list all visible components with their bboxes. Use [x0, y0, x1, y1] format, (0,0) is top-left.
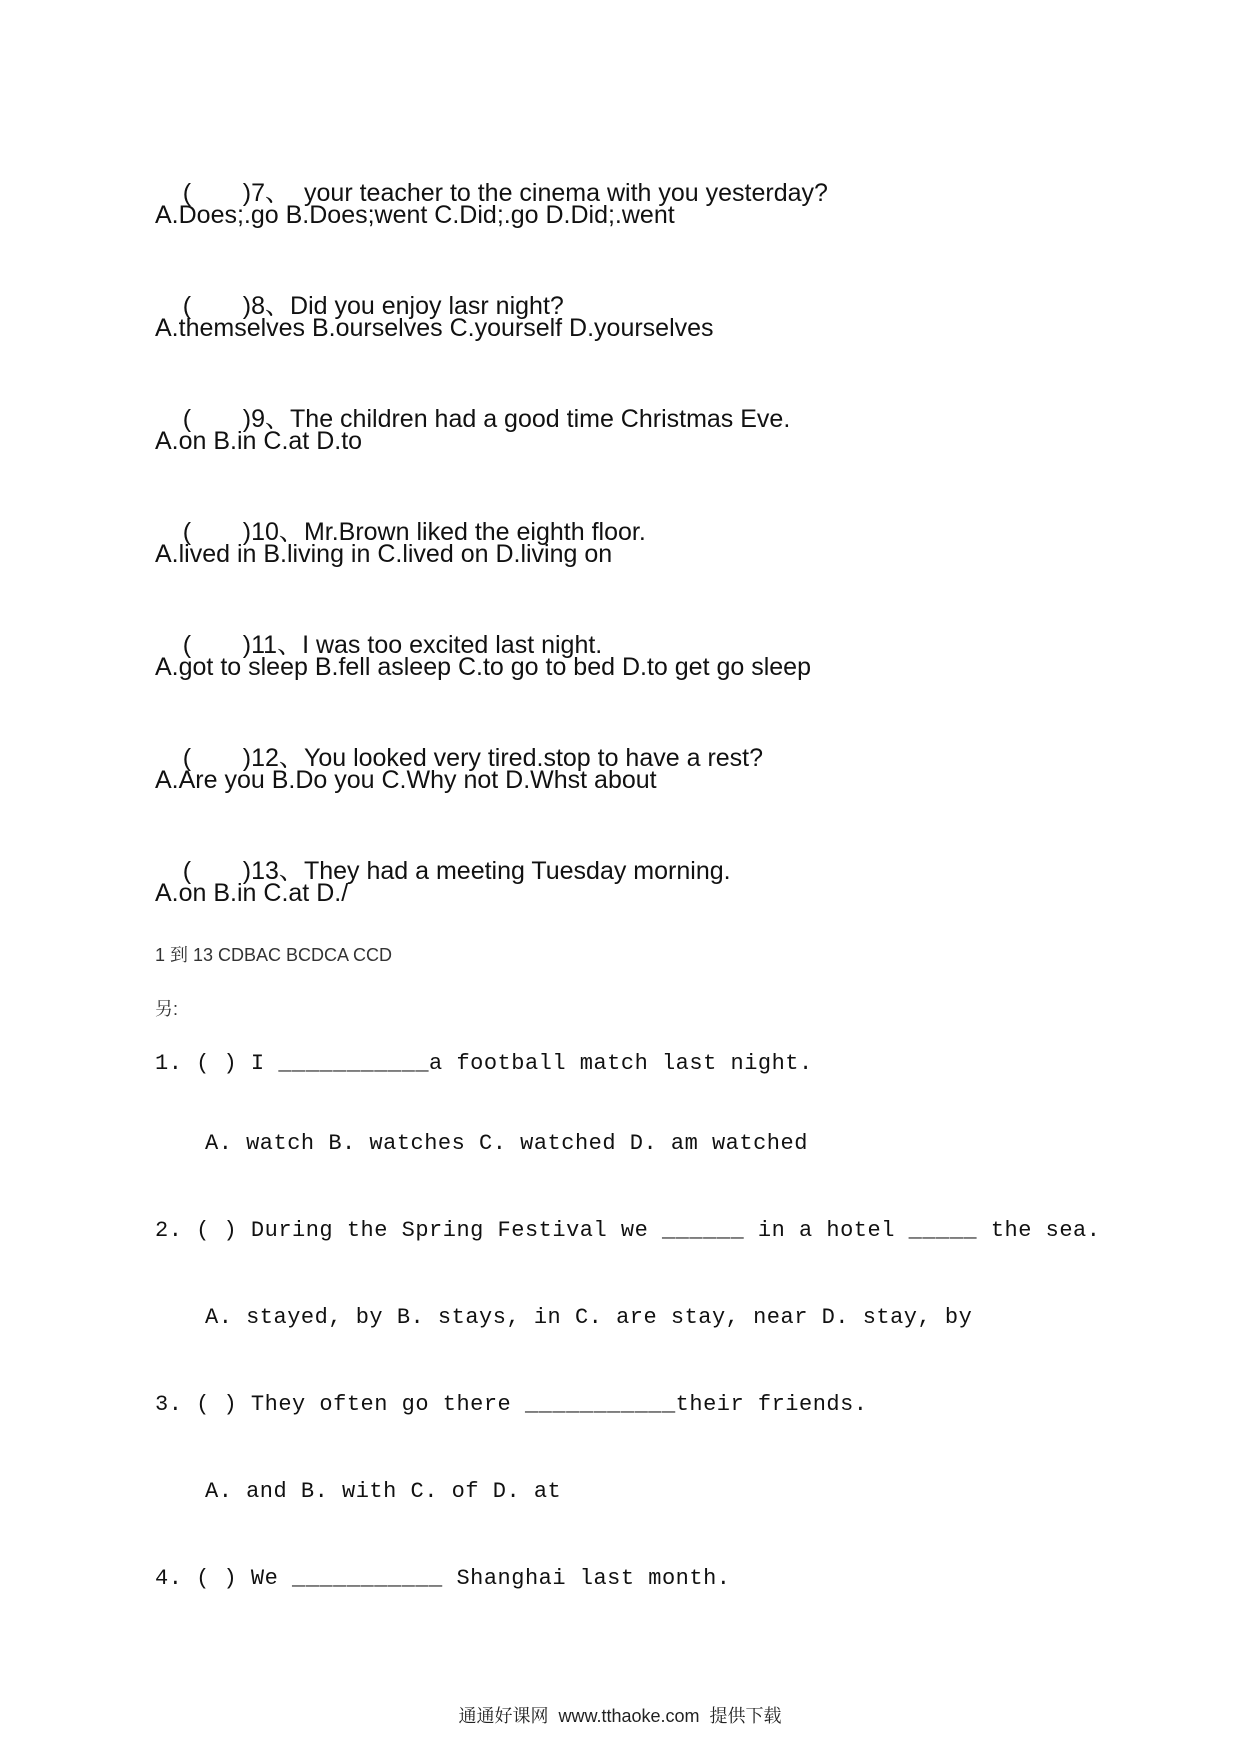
- answer-paren: (: [182, 518, 192, 546]
- question-12-options: A.Are you B.Do you C.Why not D.Whst about: [155, 766, 657, 794]
- question-number: )8、: [242, 292, 291, 320]
- answer-paren: (: [182, 631, 192, 659]
- question-text: Did you enjoy lasr night?: [290, 292, 564, 320]
- question-number: )13、: [242, 857, 304, 885]
- question-b1-options: A. watch B. watches C. watched D. am watched: [205, 1131, 808, 1156]
- question-text: You looked very tired.stop to have a rest?: [303, 744, 764, 772]
- question-b1: 1. ( ) I ___________a football match last night.: [155, 1051, 813, 1076]
- answer-key: 1 到 13 CDBAC BCDCA CCD: [155, 945, 393, 965]
- question-10-options: A.lived in B.living in C.lived on D.living on: [155, 540, 613, 568]
- question-number: )10、: [242, 518, 304, 546]
- question-number: )7、: [242, 179, 291, 207]
- another-label: 另:: [155, 999, 179, 1019]
- question-b3: 3. ( ) They often go there ___________their friends.: [155, 1392, 868, 1417]
- question-text: Mr.Brown liked the eighth floor.: [303, 518, 646, 546]
- question-text: I was too excited last night.: [302, 631, 603, 659]
- question-b2-options: A. stayed, by B. stays, in C. are stay, near D. stay, by: [205, 1305, 973, 1330]
- question-7-options: A.Does;.go B.Does;went C.Did;.go D.Did;.went: [155, 201, 675, 229]
- question-text: The children had a good time Christmas Eve.: [290, 405, 791, 433]
- question-text: They had a meeting Tuesday morning.: [303, 857, 731, 885]
- question-number: )9、: [242, 405, 291, 433]
- answer-paren: (: [182, 857, 192, 885]
- question-b3-options: A. and B. with C. of D. at: [205, 1479, 562, 1504]
- question-b4: 4. ( ) We ___________ Shanghai last month.: [155, 1566, 731, 1591]
- question-number: )11、: [242, 631, 303, 659]
- question-text: your teacher to the cinema with you yesterday?: [304, 179, 828, 207]
- answer-paren: (: [182, 292, 192, 320]
- page-footer: 通通好课网 www.tthaoke.com 提供下载: [458, 1706, 782, 1726]
- question-number: )12、: [242, 744, 304, 772]
- answer-paren: (: [182, 744, 192, 772]
- question-13-options: A.on B.in C.at D./: [155, 879, 349, 907]
- question-9-options: A.on B.in C.at D.to: [155, 427, 363, 455]
- question-8-options: A.themselves B.ourselves C.yourself D.yourselves: [155, 314, 714, 342]
- question-b2: 2. ( ) During the Spring Festival we ______ in a hotel _____ the sea.: [155, 1218, 1101, 1243]
- answer-paren: (: [182, 405, 192, 433]
- question-11-options: A.got to sleep B.fell asleep C.to go to bed D.to get go sleep: [155, 653, 811, 681]
- answer-paren: (: [182, 179, 192, 207]
